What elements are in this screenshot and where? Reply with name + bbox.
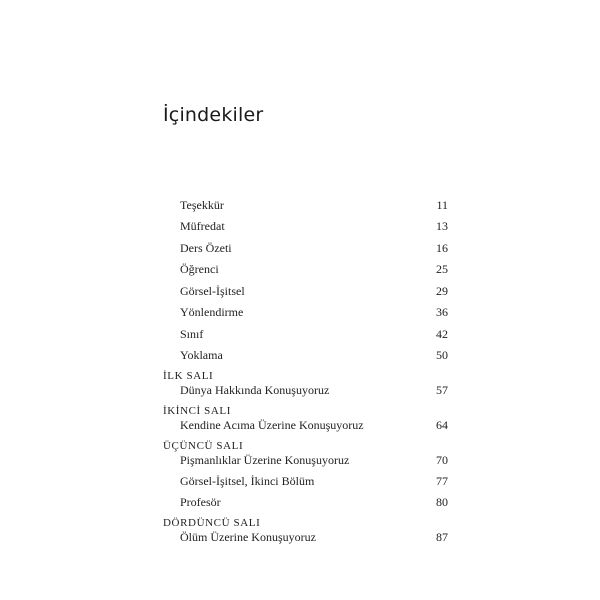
page-title: İçindekiler <box>163 104 264 126</box>
toc-entry-page: 64 <box>436 418 448 432</box>
toc-entry-page: 13 <box>436 219 448 233</box>
toc-entry-title: Yönlendirme <box>180 305 244 319</box>
toc-entry-page: 25 <box>436 262 448 276</box>
toc-entry-title: Görsel-İşitsel, İkinci Bölüm <box>180 474 315 488</box>
section-label: İLK SALI <box>163 370 214 382</box>
toc-entry-page: 16 <box>436 241 448 255</box>
toc-entry-page: 80 <box>436 495 448 509</box>
toc-entry-page: 77 <box>436 474 448 488</box>
toc-entry-title: Görsel-İşitsel <box>180 284 245 298</box>
section-label: İKİNCİ SALI <box>163 405 232 417</box>
toc-entry-title: Yoklama <box>180 348 223 362</box>
toc-entry-page: 70 <box>436 453 448 467</box>
toc-entry-page: 29 <box>436 284 448 298</box>
toc-entry-title: Ölüm Üzerine Konuşuyoruz <box>180 530 316 544</box>
toc-entry-title: Müfredat <box>180 219 225 233</box>
toc-entry-page: 11 <box>436 198 448 212</box>
toc-entry-title: Ders Özeti <box>180 241 232 255</box>
toc-entry-title: Teşekkür <box>180 198 224 212</box>
toc-entry-title: Profesör <box>180 495 221 509</box>
toc-entry-page: 87 <box>436 530 448 544</box>
section-label: DÖRDÜNCÜ SALI <box>163 517 261 529</box>
toc-entry-title: Kendine Acıma Üzerine Konuşuyoruz <box>180 418 364 432</box>
toc-entry-title: Sınıf <box>180 327 204 341</box>
section-label: ÜÇÜNCÜ SALI <box>163 440 244 452</box>
toc-entry-title: Pişmanlıklar Üzerine Konuşuyoruz <box>180 453 350 467</box>
toc-entry-page: 42 <box>436 327 448 341</box>
toc-entry-page: 57 <box>436 383 448 397</box>
toc-entry-title: Dünya Hakkında Konuşuyoruz <box>180 383 330 397</box>
toc-entry-title: Öğrenci <box>180 262 219 276</box>
toc-entry-page: 36 <box>436 305 448 319</box>
toc-entry-page: 50 <box>436 348 448 362</box>
